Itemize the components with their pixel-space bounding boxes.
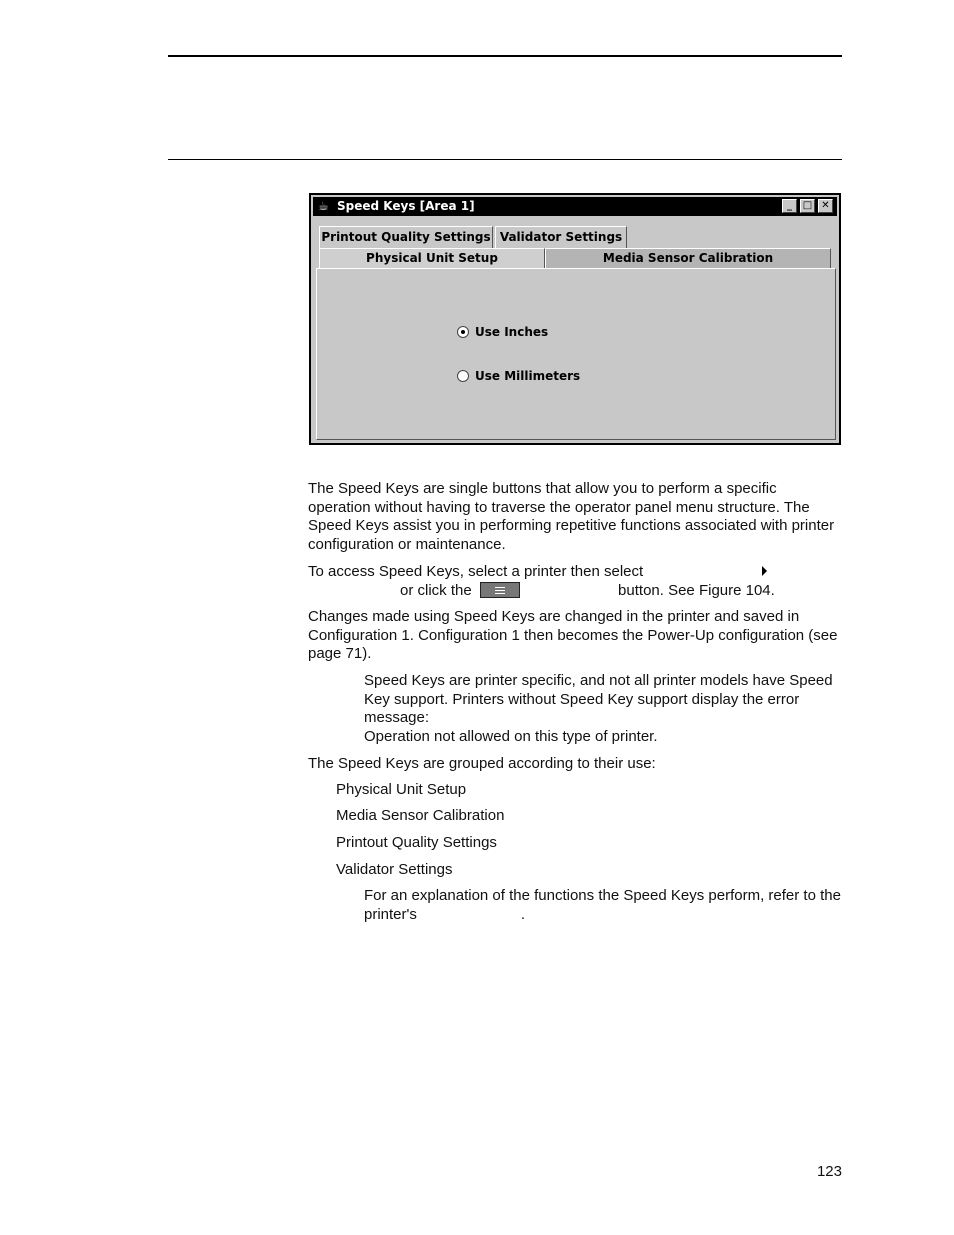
reference-text: For an explanation of the functions the Speed Keys perform, refer to the printer's bbox=[364, 887, 841, 923]
intro-paragraph: The Speed Keys are single buttons that allow you to perform a specific operation without having to traverse the operator panel menu structure. The Speed Keys assist you in performing repetitive functions associated with printer configuration or maintenance. bbox=[308, 480, 835, 553]
menu-arrow-icon bbox=[762, 566, 767, 576]
note-text: Speed Keys are printer specific, and not all printer models have Speed Key support. Printers without Speed Key support display the error message: bbox=[364, 672, 833, 727]
access-text-1: To access Speed Keys, select a printer then select bbox=[308, 563, 644, 580]
note-paragraph bbox=[364, 672, 842, 746]
close-button[interactable]: ✕ bbox=[818, 199, 833, 213]
access-text-2: or click the bbox=[400, 581, 472, 599]
use-inches-label: Use Inches bbox=[475, 325, 549, 339]
radio-unchecked-icon[interactable] bbox=[457, 370, 469, 382]
minimize-button[interactable]: _ bbox=[782, 199, 797, 213]
maximize-button[interactable]: □ bbox=[800, 199, 815, 213]
tab-physical-unit-setup[interactable]: Physical Unit Setup bbox=[319, 248, 545, 268]
title-bar[interactable] bbox=[313, 197, 837, 216]
use-millimeters-label: Use Millimeters bbox=[475, 369, 581, 383]
speed-keys-window bbox=[309, 193, 841, 445]
header-rule bbox=[168, 159, 842, 160]
list-item: Media Sensor Calibration bbox=[336, 807, 505, 824]
tab-printout-quality-settings[interactable]: Printout Quality Settings bbox=[319, 226, 493, 248]
page-number: 123 bbox=[816, 1163, 842, 1180]
use-inches-radio[interactable] bbox=[457, 324, 548, 340]
tab-media-sensor-calibration[interactable]: Media Sensor Calibration bbox=[545, 248, 831, 268]
changes-paragraph: Changes made using Speed Keys are changed in the printer and saved in Configuration 1. Configuration 1 then becomes the Power-Up configuration (see page 71). bbox=[308, 608, 838, 663]
reference-period: . bbox=[520, 905, 526, 923]
reference-note bbox=[364, 887, 842, 924]
list-item: Printout Quality Settings bbox=[336, 834, 497, 851]
window-title: Speed Keys [Area 1] bbox=[337, 199, 475, 213]
speed-keys-toolbar-icon bbox=[480, 582, 520, 598]
grouped-paragraph: The Speed Keys are grouped according to their use: bbox=[308, 755, 656, 772]
access-text-3: button. See Figure 104. bbox=[618, 581, 775, 599]
tab-validator-settings[interactable]: Validator Settings bbox=[495, 226, 627, 248]
radio-checked-icon[interactable] bbox=[457, 326, 469, 338]
top-rule bbox=[168, 55, 842, 57]
list-item: Validator Settings bbox=[336, 861, 453, 878]
tab-panel bbox=[316, 268, 836, 440]
error-message: Operation not allowed on this type of printer. bbox=[364, 727, 658, 745]
list-item: Physical Unit Setup bbox=[336, 781, 467, 798]
java-cup-icon: ☕ bbox=[318, 199, 329, 213]
use-millimeters-radio[interactable] bbox=[457, 368, 580, 384]
